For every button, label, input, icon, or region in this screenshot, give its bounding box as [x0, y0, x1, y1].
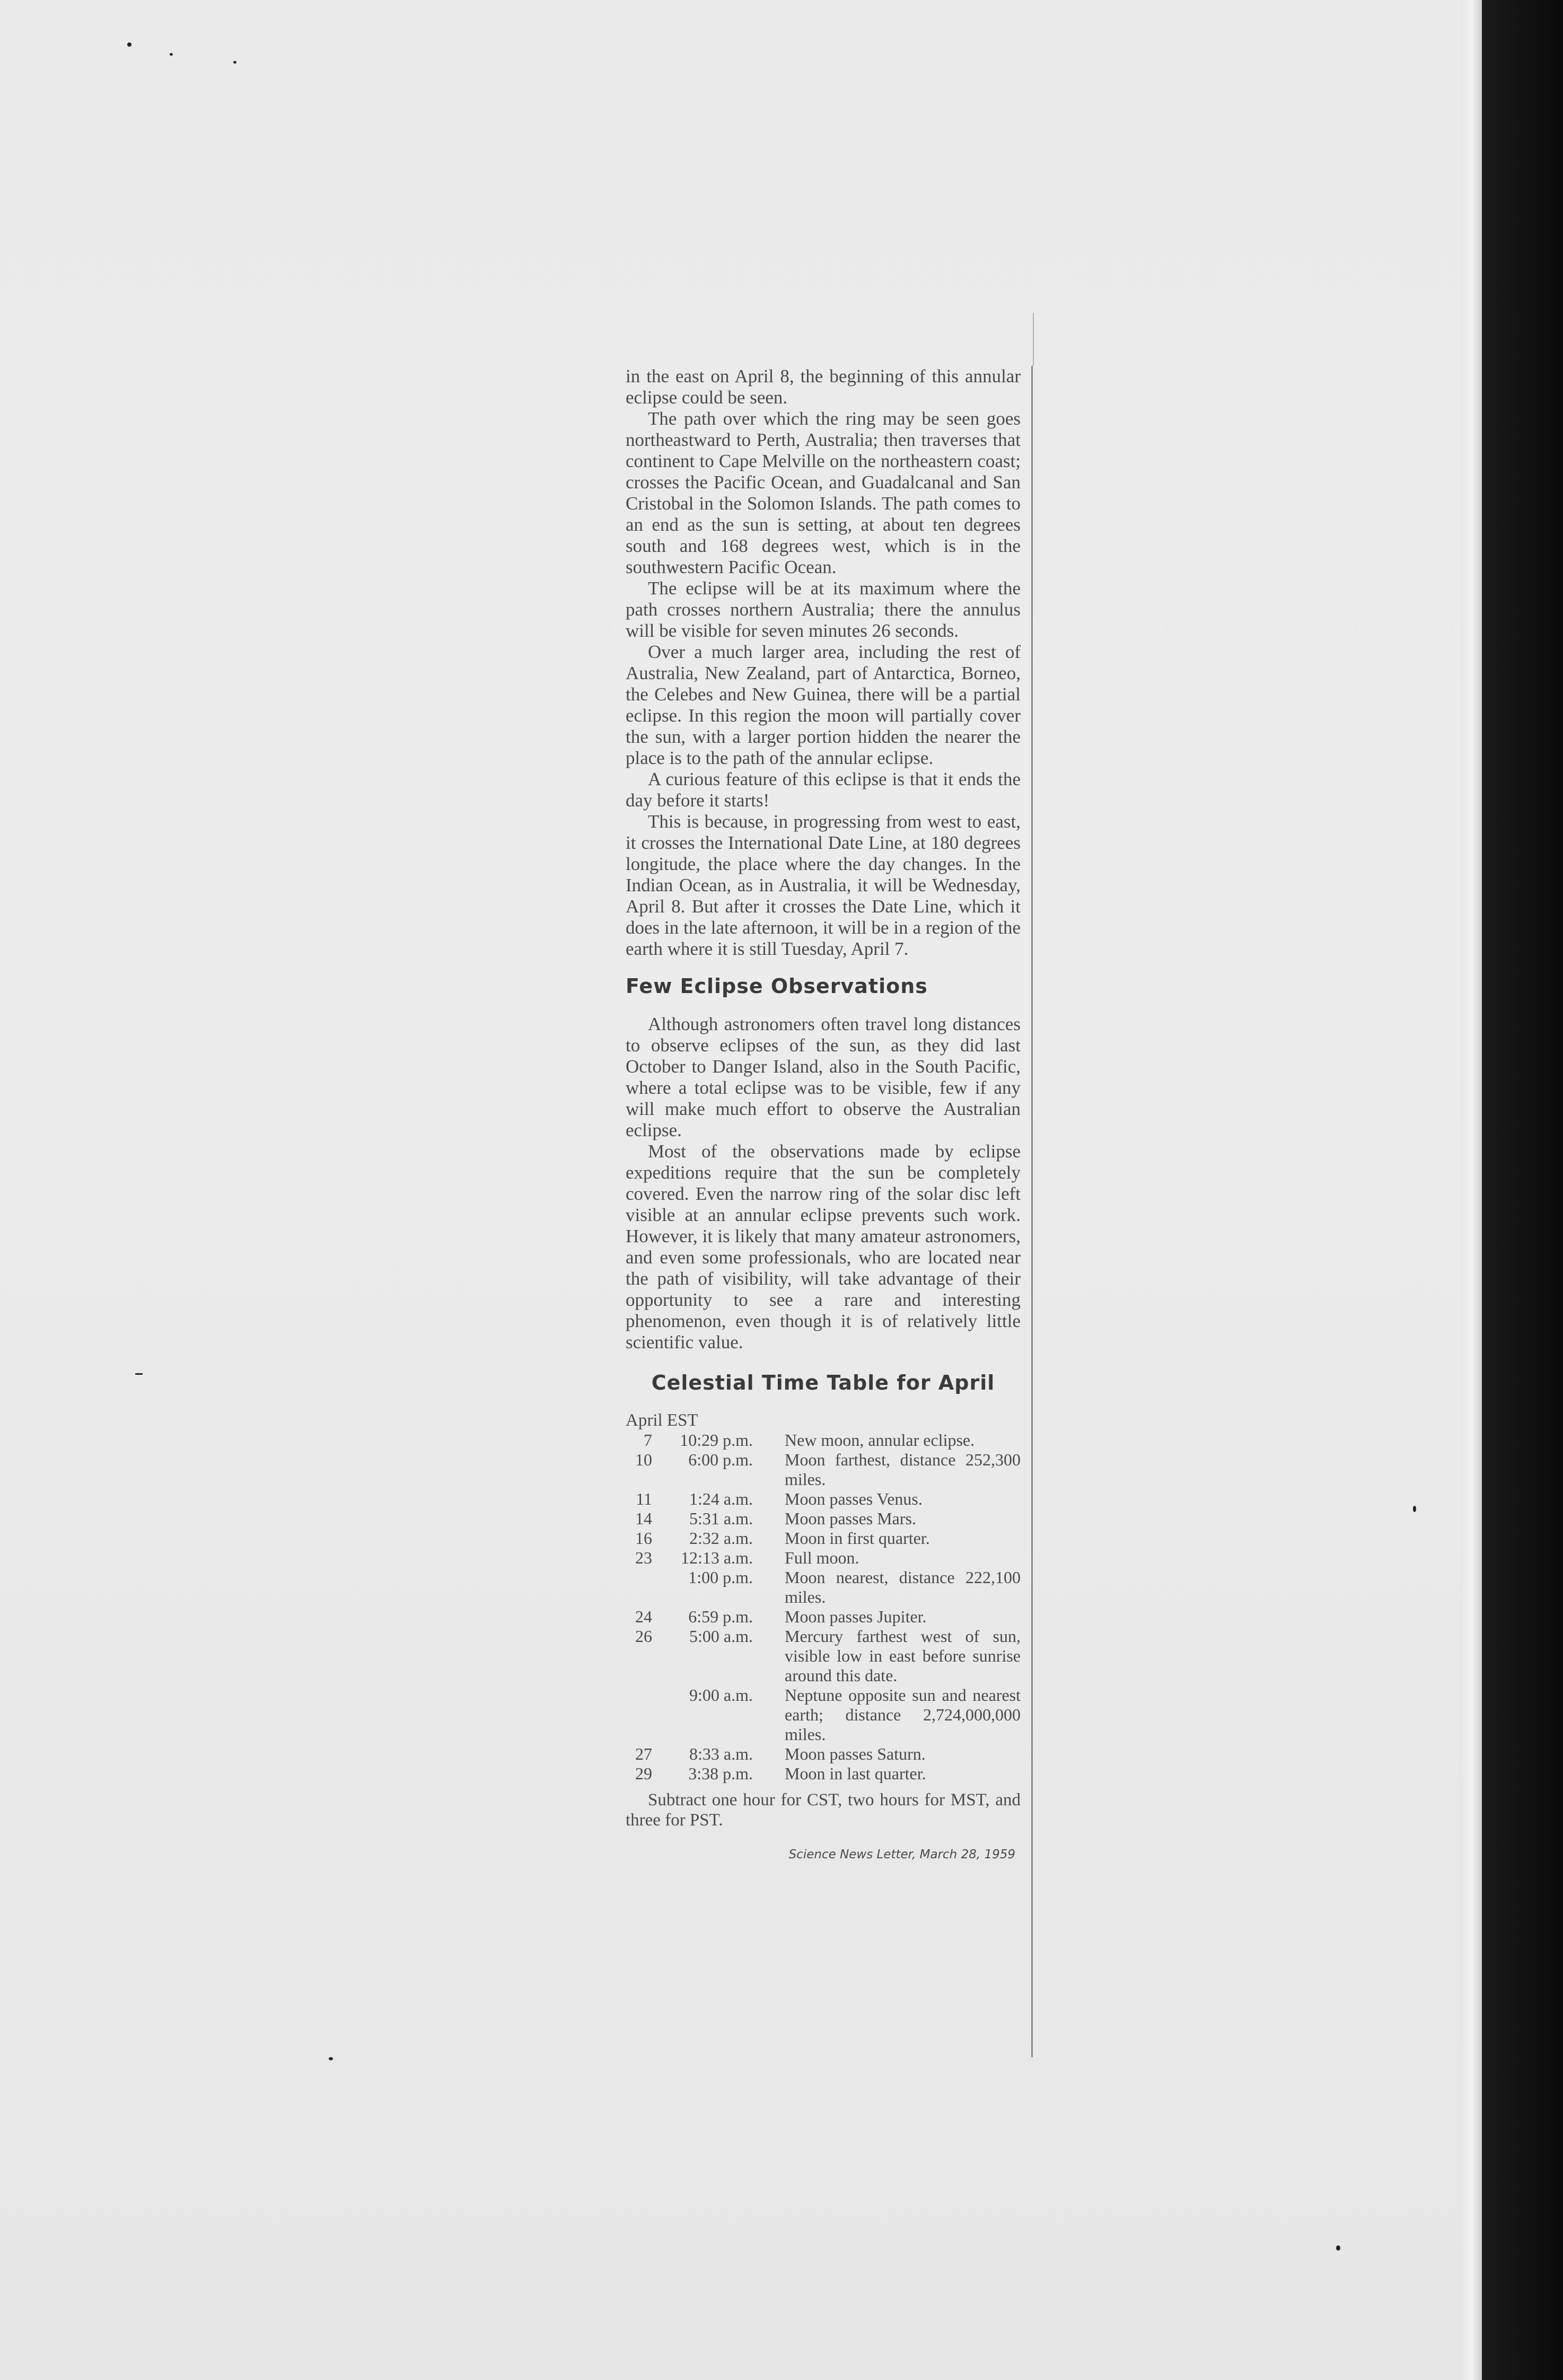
timetable-time: 3:38 p.m. [688, 1764, 753, 1783]
timetable-event: Moon passes Jupiter. [785, 1607, 927, 1626]
timetable-time: 6:59 p.m. [688, 1607, 753, 1626]
timetable-time: 8:33 a.m. [689, 1744, 753, 1763]
section-heading: Few Eclipse Observations [626, 974, 928, 998]
timetable-row [626, 1450, 1021, 1489]
timetable-month: April [626, 1411, 663, 1430]
timetable-row [626, 1627, 1021, 1685]
timetable-day: 29 [635, 1764, 652, 1783]
paragraph: The path over which the ring may be seen goes northeastward to Perth, Australia; then traverses that continent to Cape Melville on the northeastern coast; crosses the Pacific Ocean, and Guadalcanal and San Cristobal in the Solomon Islands. The path comes to an end as the sun is setting, at about ten degrees south and 168 degrees west, which is in the southwestern Pacific Ocean. [626, 408, 1021, 577]
timetable-day: 10 [635, 1450, 652, 1469]
timetable-row [626, 1744, 1021, 1764]
timetable [626, 1430, 1021, 1784]
timetable-day [626, 1568, 652, 1607]
paragraph: Although astronomers often travel long distances to observe eclipses of the sun, as they did last October to Danger Island, also in the South Pacific, where a total eclipse was to be visible, few if any will make much effort to observe the Australian eclipse. [626, 1014, 1021, 1140]
timetable-heading: Celestial Time Table for April [651, 1371, 995, 1394]
column-rule-top [1033, 313, 1034, 366]
timetable-day [626, 1685, 652, 1744]
timetable-row [626, 1607, 1021, 1627]
speck [1336, 2245, 1340, 2251]
timetable-time: 10:29 p.m. [680, 1430, 753, 1450]
timetable-time: 1:00 p.m. [688, 1568, 753, 1587]
timetable-event: Moon passes Saturn. [785, 1744, 926, 1763]
timetable-event: Moon in last quarter. [785, 1764, 926, 1783]
dark-border [1482, 0, 1563, 2380]
timetable-row [626, 1685, 1021, 1744]
timetable-day: 23 [635, 1548, 652, 1567]
timetable-zone: EST [666, 1411, 698, 1430]
timetable-time: 5:00 a.m. [689, 1627, 753, 1646]
column-rule [1031, 366, 1033, 2057]
speck [170, 53, 173, 56]
speck [1413, 1506, 1416, 1512]
speck [233, 61, 236, 64]
timetable-day: 27 [635, 1744, 652, 1763]
timetable-event: New moon, annular eclipse. [785, 1430, 975, 1450]
timetable-event: Moon in first quarter. [785, 1529, 930, 1548]
timetable-header [626, 1410, 1021, 1430]
article-column [626, 366, 1021, 1861]
timetable-day: 7 [644, 1430, 652, 1450]
timetable-day: 11 [636, 1489, 652, 1508]
timetable-time: 6:00 p.m. [688, 1450, 753, 1469]
timetable-footnote: Subtract one hour for CST, two hours for MST, and three for PST. [626, 1790, 1021, 1830]
timetable-event: Full moon. [785, 1548, 859, 1567]
timetable-time: 9:00 a.m. [689, 1685, 753, 1705]
paragraph: in the east on April 8, the beginning of this annular eclipse could be seen. [626, 366, 1021, 408]
timetable-event: Moon nearest, distance 222,100 miles. [785, 1568, 1021, 1606]
paper-edge [1461, 0, 1482, 2380]
timetable-row [626, 1489, 1021, 1509]
paragraph: Over a much larger area, including the rest of Australia, New Zealand, part of Antarctica, Borneo, the Celebes and New Guinea, there will be a partial eclipse. In this region the moon will partially cover the sun, with a larger portion hidden the nearer the place is to the path of the annular eclipse. [626, 642, 1021, 768]
timetable-row [626, 1509, 1021, 1529]
timetable-row [626, 1529, 1021, 1548]
timetable-event: Moon passes Venus. [785, 1489, 923, 1508]
timetable-event: Moon farthest, distance 252,300 miles. [785, 1450, 1021, 1489]
timetable-time: 1:24 a.m. [689, 1489, 753, 1508]
timetable-time: 12:13 a.m. [681, 1548, 753, 1567]
paragraph: Most of the observations made by eclipse expeditions require that the sun be completely covered. Even the narrow ring of the solar disc left visible at an annular eclipse prevents such work. However, it is likely that many amateur astronomers, and even some professionals, who are located near the path of visibility, will take advantage of their opportunity to see a rare and interesting phenomenon, even though it is of relatively little scientific value. [626, 1141, 1021, 1353]
timetable-row [626, 1764, 1021, 1784]
timetable-event: Mercury farthest west of sun, visible low in east before sunrise around this date. [785, 1627, 1021, 1685]
timetable-day: 14 [635, 1509, 652, 1528]
speck [329, 2057, 333, 2060]
timetable-event: Moon passes Mars. [785, 1509, 916, 1528]
timetable-row [626, 1568, 1021, 1607]
timetable-time: 2:32 a.m. [689, 1529, 753, 1548]
timetable-row [626, 1430, 1021, 1450]
speck [135, 1373, 143, 1375]
source-credit: Science News Letter, March 28, 1959 [788, 1848, 1015, 1861]
timetable-event: Neptune opposite sun and nearest earth; distance 2,724,000,000 miles. [785, 1685, 1021, 1744]
timetable-day: 26 [635, 1627, 652, 1646]
timetable-time: 5:31 a.m. [689, 1509, 753, 1528]
speck [127, 42, 131, 47]
timetable-day: 24 [635, 1607, 652, 1626]
paragraph: A curious feature of this eclipse is that it ends the day before it starts! [626, 769, 1021, 811]
timetable-day: 16 [635, 1529, 652, 1548]
paragraph: This is because, in progressing from west to east, it crosses the International Date Line, at 180 degrees longitude, the place where the day changes. In the Indian Ocean, as in Australia, it will be Wednesday, April 8. But after it crosses the Date Line, which it does in the late afternoon, it will be in a region of the earth where it is still Tuesday, April 7. [626, 811, 1021, 959]
timetable-row [626, 1548, 1021, 1568]
paragraph: The eclipse will be at its maximum where the path crosses northern Australia; there the annulus will be visible for seven minutes 26 seconds. [626, 578, 1021, 641]
